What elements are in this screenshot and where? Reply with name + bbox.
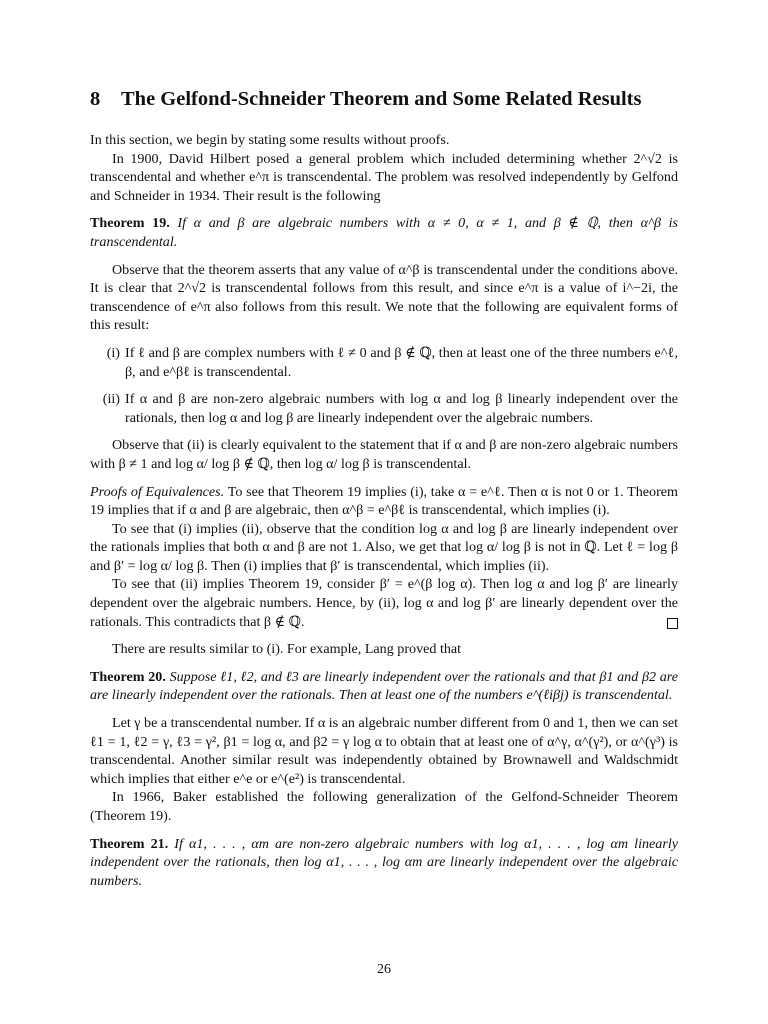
section-number: 8 [90, 88, 101, 110]
qed-square-icon [667, 618, 678, 629]
theorem-20-text: Suppose ℓ1, ℓ2, and ℓ3 are linearly independent over the rationals and that β1 and β2 are are linearly independent over the rationals. Then at least one of the numbers e^(ℓiβj) is transcendental. [90, 668, 678, 704]
proof-paragraph-2: To see that (i) implies (ii), observe that the condition log α and log β are linearly independent over the rationals implies that both α and β are not 1. Also, we get that log α/ log β is not in ℚ. Let ℓ = log β and β′ = log α/ log β. Then (i) implies that β′ is transcendental, which implies (ii). [90, 520, 678, 574]
list-item-text: If α and β are non-zero algebraic numbers with log α and log β linearly independent over the rationals, then log α and log β are linearly independent over the algebraic numbers. [125, 391, 678, 426]
theorem-21 [90, 835, 678, 891]
hilbert-paragraph: In 1900, David Hilbert posed a general problem which included determining whether 2^√2 is transcendental and whether e^π is transcendental. The problem was resolved independently by Gelfond and Schneider in 1934. Their result is the following [90, 150, 678, 204]
proof-paragraph-3 [90, 575, 678, 631]
page-content [90, 86, 678, 890]
gamma-paragraph: Let γ be a transcendental number. If α is an algebraic number different from 0 and 1, then we can set ℓ1 = 1, ℓ2 = γ, ℓ3 = γ², β1 = log α, and β2 = γ log α to obtain that at least one of α^γ, α^(γ²), or α^(γ³) is transcendental. Another similar result was independently obtained by Brownawell and Waldschmidt which implies that either e^e or e^(e²) is transcendental. [90, 715, 678, 787]
theorem-21-text: If α1, . . . , αm are non-zero algebraic numbers with log α1, . . . , log αm linearly independent over the rationals, then log α1, . . . , log αm are linearly independent over the algebraic numbers. [90, 835, 678, 889]
list-item-text: If ℓ and β are complex numbers with ℓ ≠ 0 and β ∉ ℚ, then at least one of the three numbers e^ℓ, β, and e^βℓ is transcendental. [125, 344, 678, 380]
list-item [90, 390, 678, 427]
list-item-label: (ii) [102, 391, 120, 408]
theorem-21-label: Theorem 21. [90, 835, 169, 852]
theorem-20 [90, 668, 678, 705]
observe-paragraph-1: Observe that the theorem asserts that any value of α^β is transcendental under the conditions above. It is clear that 2^√2 is transcendental follows from this result, and since e^π is a value of i^−2i, the transcendence of e^π also follows from this result. We note that the following are equivalent forms of this result: [90, 261, 678, 334]
section-title: The Gelfond-Schneider Theorem and Some Related Results [121, 88, 642, 110]
observe-paragraph-2: Observe that (ii) is clearly equivalent to the statement that if α and β are non-zero algebraic numbers with β ≠ 1 and log α/ log β ∉ ℚ, then log α/ log β is transcendental. [90, 437, 678, 472]
theorem-19 [90, 214, 678, 251]
section-heading [90, 86, 678, 112]
theorem-20-label: Theorem 20. [90, 668, 166, 685]
proof-label: Proofs of Equivalences. [90, 483, 225, 500]
page-number: 26 [377, 962, 391, 977]
equivalent-forms-list [90, 344, 678, 427]
theorem-19-label: Theorem 19. [90, 215, 170, 232]
proof-paragraph-1 [90, 483, 678, 520]
theorem-19-text: If α and β are algebraic numbers with α ≠ 0, α ≠ 1, and β ∉ ℚ, then α^β is transcendental. [90, 215, 678, 250]
list-item [90, 344, 678, 381]
list-item-label: (i) [106, 344, 120, 361]
proof-paragraph-3-text: To see that (ii) implies Theorem 19, consider β′ = e^(β log α). Then log α and log β′ are linearly dependent over the algebraic numbers. Hence, by (ii), log α and log β′ are linearly dependent over the rationals. This contradicts that β ∉ ℚ. [90, 576, 678, 630]
baker-paragraph: In 1966, Baker established the following generalization of the Gelfond-Schneider Theorem (Theorem 19). [90, 789, 678, 824]
similar-results-paragraph: There are results similar to (i). For example, Lang proved that [112, 641, 462, 658]
intro-paragraph: In this section, we begin by stating some results without proofs. [90, 132, 450, 148]
proof-text: To see that Theorem 19 implies (i), take α = e^ℓ. Then α is not 0 or 1. Theorem 19 implies that if α and β are algebraic, then α^β = e^βℓ is transcendental, which implies (i). [90, 483, 678, 519]
